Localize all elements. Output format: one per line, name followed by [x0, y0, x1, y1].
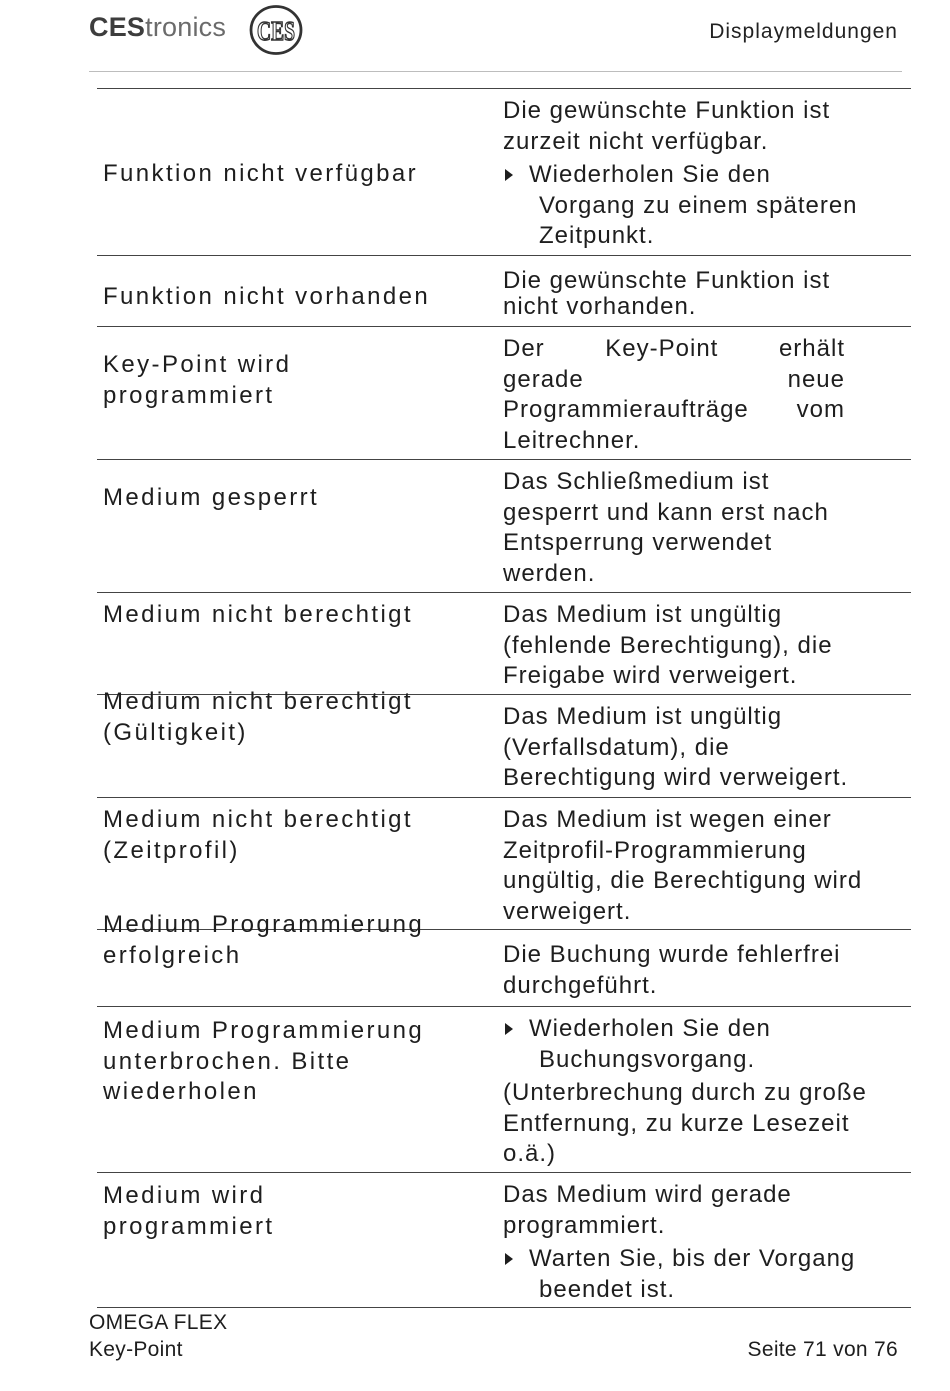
desc-line: programmiert. — [503, 1211, 666, 1239]
label-line: programmiert — [103, 1212, 275, 1240]
instruction-step — [503, 1014, 903, 1045]
message-description — [503, 268, 903, 320]
label-line: erfolgreich — [103, 941, 242, 969]
label-line: programmiert — [103, 381, 275, 409]
table-rule — [97, 1172, 911, 1173]
desc-line: o.ä.) — [503, 1140, 557, 1167]
brand-logo — [89, 12, 226, 43]
message-label — [103, 600, 413, 631]
desc-line: durchgeführt. — [503, 971, 658, 999]
desc-line: Freigabe wird verweigert. — [503, 662, 798, 689]
table-rule — [97, 88, 911, 89]
message-description — [503, 1014, 903, 1170]
desc-line: Zeitprofil-Programmierung — [503, 836, 807, 864]
message-description — [503, 940, 903, 1001]
label-line: (Zeitprofil) — [103, 836, 240, 864]
desc-word: neue — [787, 365, 845, 393]
label-line: Medium nicht berechtigt — [103, 601, 413, 628]
desc-line: Das Medium ist ungültig — [503, 703, 783, 730]
desc-line: ungültig, die Berechtigung wird — [503, 867, 863, 894]
footer-device: Key-Point — [89, 1338, 183, 1361]
label-line: (Gültigkeit) — [103, 718, 248, 746]
instruction-step — [503, 1244, 903, 1275]
step-line: Warten Sie, bis der Vorgang — [529, 1245, 856, 1272]
desc-line: Leitrechner. — [503, 426, 641, 454]
desc-line: gesperrt und kann erst nach — [503, 498, 829, 526]
ces-seal-logo — [248, 4, 304, 56]
label-line: Medium gesperrt — [103, 484, 320, 511]
label-line: Medium nicht berechtigt — [103, 806, 413, 833]
message-label — [103, 910, 424, 971]
instruction-step — [503, 160, 903, 191]
page-number: Seite 71 von 76 — [747, 1338, 898, 1361]
desc-line: nicht vorhanden. — [503, 293, 697, 320]
desc-line: Die Buchung wurde fehlerfrei — [503, 941, 841, 968]
desc-line: Die gewünschte Funktion ist — [503, 267, 831, 294]
desc-line: Berechtigung wird verweigert. — [503, 764, 849, 791]
label-line: Medium wird — [103, 1182, 266, 1209]
brand-suffix: tronics — [145, 12, 227, 42]
desc-line: Das Medium wird gerade — [503, 1181, 792, 1208]
desc-line: Das Medium ist wegen einer — [503, 806, 832, 833]
seal-text: CES — [257, 16, 295, 46]
step-line: Vorgang zu einem späteren — [539, 191, 858, 219]
justified-line — [503, 365, 845, 396]
header-divider — [89, 71, 902, 72]
message-label — [103, 282, 430, 313]
desc-line: Das Schließmedium ist — [503, 468, 770, 495]
desc-line: (fehlende Berechtigung), die — [503, 631, 833, 659]
table-rule — [97, 1307, 911, 1308]
message-label — [103, 483, 319, 514]
message-description — [503, 334, 903, 456]
message-label — [103, 159, 418, 190]
table-rule — [97, 1006, 911, 1007]
message-label — [103, 687, 413, 748]
label-line: Medium Programmierung — [103, 1017, 425, 1044]
desc-line: werden. — [503, 559, 596, 587]
arrow-right-icon — [505, 1023, 513, 1035]
desc-word: Der — [503, 335, 545, 362]
desc-line: verweigert. — [503, 897, 632, 925]
message-description — [503, 467, 903, 589]
message-description — [503, 805, 903, 927]
desc-line: Entfernung, zu kurze Lesezeit — [503, 1109, 850, 1137]
table-rule — [97, 797, 911, 798]
step-line: Zeitpunkt. — [539, 222, 655, 249]
step-line: Wiederholen Sie den — [529, 1015, 771, 1042]
message-label — [103, 1016, 424, 1108]
message-description — [503, 1180, 903, 1305]
desc-word: Key-Point — [605, 335, 719, 362]
desc-line: Die gewünschte Funktion ist — [503, 97, 831, 124]
table-rule — [97, 592, 911, 593]
table-rule — [97, 326, 911, 327]
step-line: Wiederholen Sie den — [529, 161, 771, 188]
label-line: wiederholen — [103, 1078, 259, 1105]
desc-word: erhält — [778, 335, 845, 362]
desc-word: vom — [796, 396, 845, 423]
brand-prefix: CES — [89, 12, 146, 42]
desc-line: Das Medium ist ungültig — [503, 601, 783, 628]
label-line: Funktion nicht vorhanden — [103, 283, 431, 310]
section-title: Displaymeldungen — [709, 20, 898, 43]
desc-line: (Verfallsdatum), die — [503, 733, 730, 761]
message-label — [103, 350, 291, 411]
step-line: Buchungsvorgang. — [539, 1045, 756, 1073]
message-description — [503, 702, 903, 794]
desc-word: gerade — [503, 365, 584, 393]
justified-line — [503, 334, 845, 365]
label-line: Medium Programmierung — [103, 911, 425, 938]
label-line: Funktion nicht verfügbar — [103, 160, 419, 187]
message-label — [103, 1181, 275, 1242]
message-label — [103, 805, 413, 866]
desc-word: Programmieraufträge — [503, 396, 749, 423]
table-rule — [97, 255, 911, 256]
desc-line: zurzeit nicht verfügbar. — [503, 127, 769, 155]
label-line: unterbrochen. Bitte — [103, 1047, 352, 1075]
message-description — [503, 600, 903, 692]
step-line: beendet ist. — [539, 1275, 676, 1303]
desc-line: Entsperrung verwendet — [503, 529, 773, 556]
label-line: Medium nicht berechtigt — [103, 688, 413, 715]
justified-line — [503, 395, 845, 426]
table-rule — [97, 459, 911, 460]
desc-line: (Unterbrechung durch zu große — [503, 1079, 867, 1106]
message-description — [503, 96, 903, 252]
arrow-right-icon — [505, 1253, 513, 1265]
label-line: Key-Point wird — [103, 351, 292, 378]
footer-product: OMEGA FLEX — [89, 1311, 228, 1334]
arrow-right-icon — [505, 169, 513, 181]
